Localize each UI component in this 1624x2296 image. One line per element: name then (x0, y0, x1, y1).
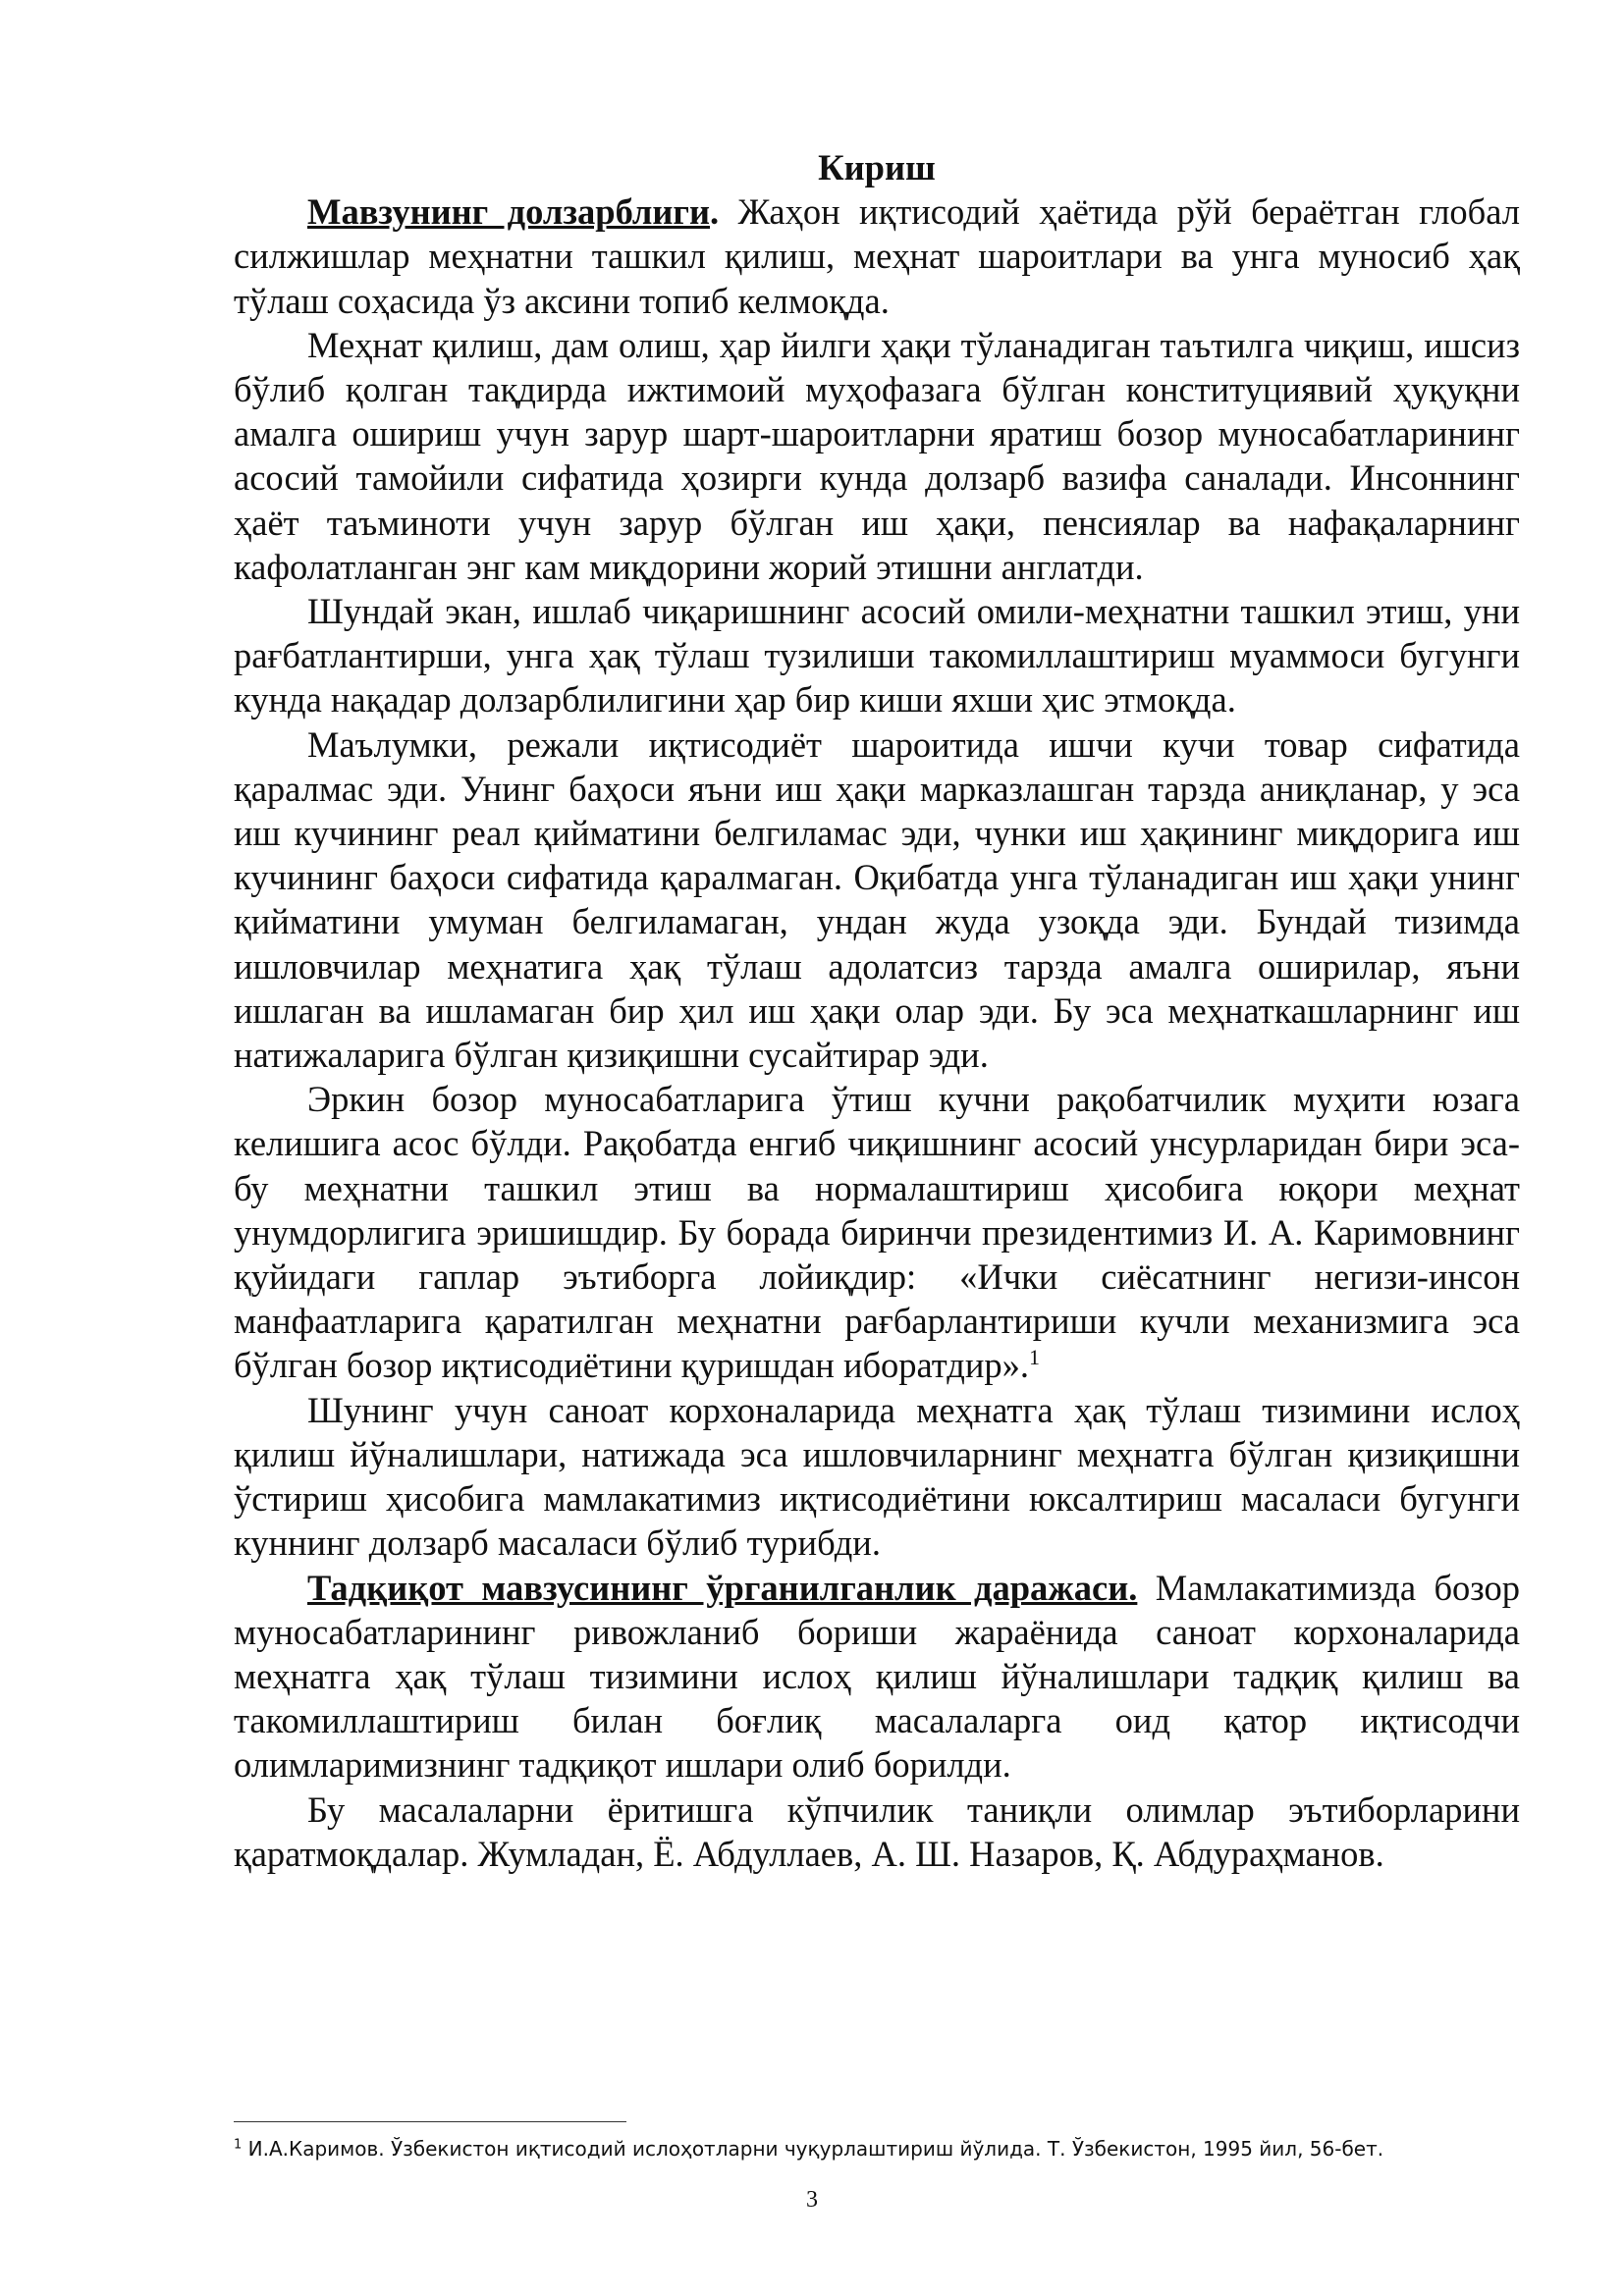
page-title: Кириш (818, 147, 936, 187)
footnote-reference[interactable]: 1 (1029, 1345, 1041, 1370)
document-body (234, 145, 1520, 1876)
paragraph-research-degree (234, 1566, 1520, 1788)
footnote-divider (234, 2121, 626, 2122)
section-heading-relevance: Мавзунинг долзарблиги (307, 191, 711, 233)
paragraph-text: Жаҳон иқтисодий ҳаётида рўй бераётган глобал силжишлар меҳнатни ташкил қилиш, меҳнат шароитлари ва унга муносиб ҳақ тўлаш соҳасида ўз аксини топиб келмоқда. (234, 191, 1520, 321)
section-heading-research-degree: Тадқиқот мавзусининг ўрганилганлик даражаси. (307, 1567, 1138, 1608)
paragraph: Маълумки, режали иқтисодиёт шароитида ишчи кучи товар сифатида қаралмас эди. Унинг баҳоси яъни иш ҳақи марказлашган тарзда аниқланар, у эса иш кучининг реал қийматини белгиламас эди, чунки иш ҳақининг миқдорига иш кучининг баҳоси сифатида қаралмаган. Оқибатда унга тўланадиган иш ҳақи унинг қийматини умуман белгиламаган, ундан жуда узоқда эди. Бундай тизимда ишловчилар меҳнатига ҳақ тўлаш адолатсиз тарзда амалга оширилар, яъни ишлаган ва ишламаган бир ҳил иш ҳақи олар эди. Бу эса меҳнаткашларнинг иш натижаларига бўлган қизиқишни сусайтирар эди. (234, 723, 1520, 1076)
page-number: 3 (806, 2187, 818, 2213)
paragraph: Бу масалаларни ёритишга кўпчилик таниқли олимлар эътиборларини қаратмоқдалар. Жумладан, Ё. Абдуллаев, А. Ш. Назаров, Қ. Абдураҳманов. (234, 1789, 1520, 1874)
paragraph-relevance (234, 189, 1520, 323)
footnote (234, 2136, 1520, 2162)
footnote-marker: 1 (234, 2137, 243, 2153)
paragraph-with-quote (234, 1077, 1520, 1387)
heading-period: . (710, 191, 720, 233)
paragraph-text: Эркин бозор муносабатларига ўтиш кучни рақобатчилик муҳити юзага келишига асос бўлди. Рақобатда енгиб чиқишнинг асосий унсурларидан бири эса-бу меҳнатни ташкил этиш ва нормалаштириш ҳисобига юқори меҳнат унумдорлигига эришишдир. Бу борада биринчи президентимиз И. А. Каримовнинг қуйидаги гаплар эътиборга лойиқдир: «Ички сиёсатнинг негизи-инсон манфаатларига қаратилган меҳнатни рағбарлантириши кучли механизмига эса бўлган бозор иқтисодиётини қуришдан иборатдир». (234, 1079, 1520, 1386)
paragraph-text: Мамлакатимизда бозор муносабатларининг ривожланиб бориши жараёнида саноат корхоналарида меҳнатга ҳақ тўлаш тизимини ислоҳ қилиш йўналишлари тадқиқ қилиш ва такомиллаштириш билан боғлиқ масалаларга оид қатор иқтисодчи олимларимизнинг тадқиқот ишлари олиб борилди. (234, 1567, 1520, 1786)
paragraph: Шунинг учун саноат корхоналарида меҳнатга ҳақ тўлаш тизимини ислоҳ қилиш йўналишлари, натижада эса ишловчиларнинг меҳнатга бўлган қизиқишни ўстириш ҳисобига мамлакатимиз иқтисодиётини юксалтириш масаласи бугунги куннинг долзарб масаласи бўлиб турибди. (234, 1389, 1520, 1564)
paragraph: Меҳнат қилиш, дам олиш, ҳар йилги ҳақи тўланадиган таътилга чиқиш, ишсиз бўлиб қолган тақдирда ижтимоий муҳофазага бўлган конституциявий ҳуқуқни амалга ошириш учун зарур шарт-шароитларни яратиш бозор муносабатларининг асосий тамойили сифатида ҳозирги кунда долзарб вазифа саналади. Инсоннинг ҳаёт таъминоти учун зарур бўлган иш ҳақи, пенсиялар ва нафақаларнинг кафолатланган энг кам миқдорини жорий этишни англатди. (234, 324, 1520, 587)
paragraph: Шундай экан, ишлаб чиқаришнинг асосий омили-меҳнатни ташкил этиш, уни рағбатлантирши, унга ҳақ тўлаш тузилиши такомиллаштириш муаммоси бугунги кунда нақадар долзарблилигини ҳар бир киши яхши ҳис этмоқда. (234, 591, 1520, 721)
footnote-text: И.А.Каримов. Ўзбекистон иқтисодий ислоҳотларни чуқурлаштириш йўлида. Т. Ўзбекистон, 1995 йил, 56-бет. (242, 2137, 1384, 2161)
